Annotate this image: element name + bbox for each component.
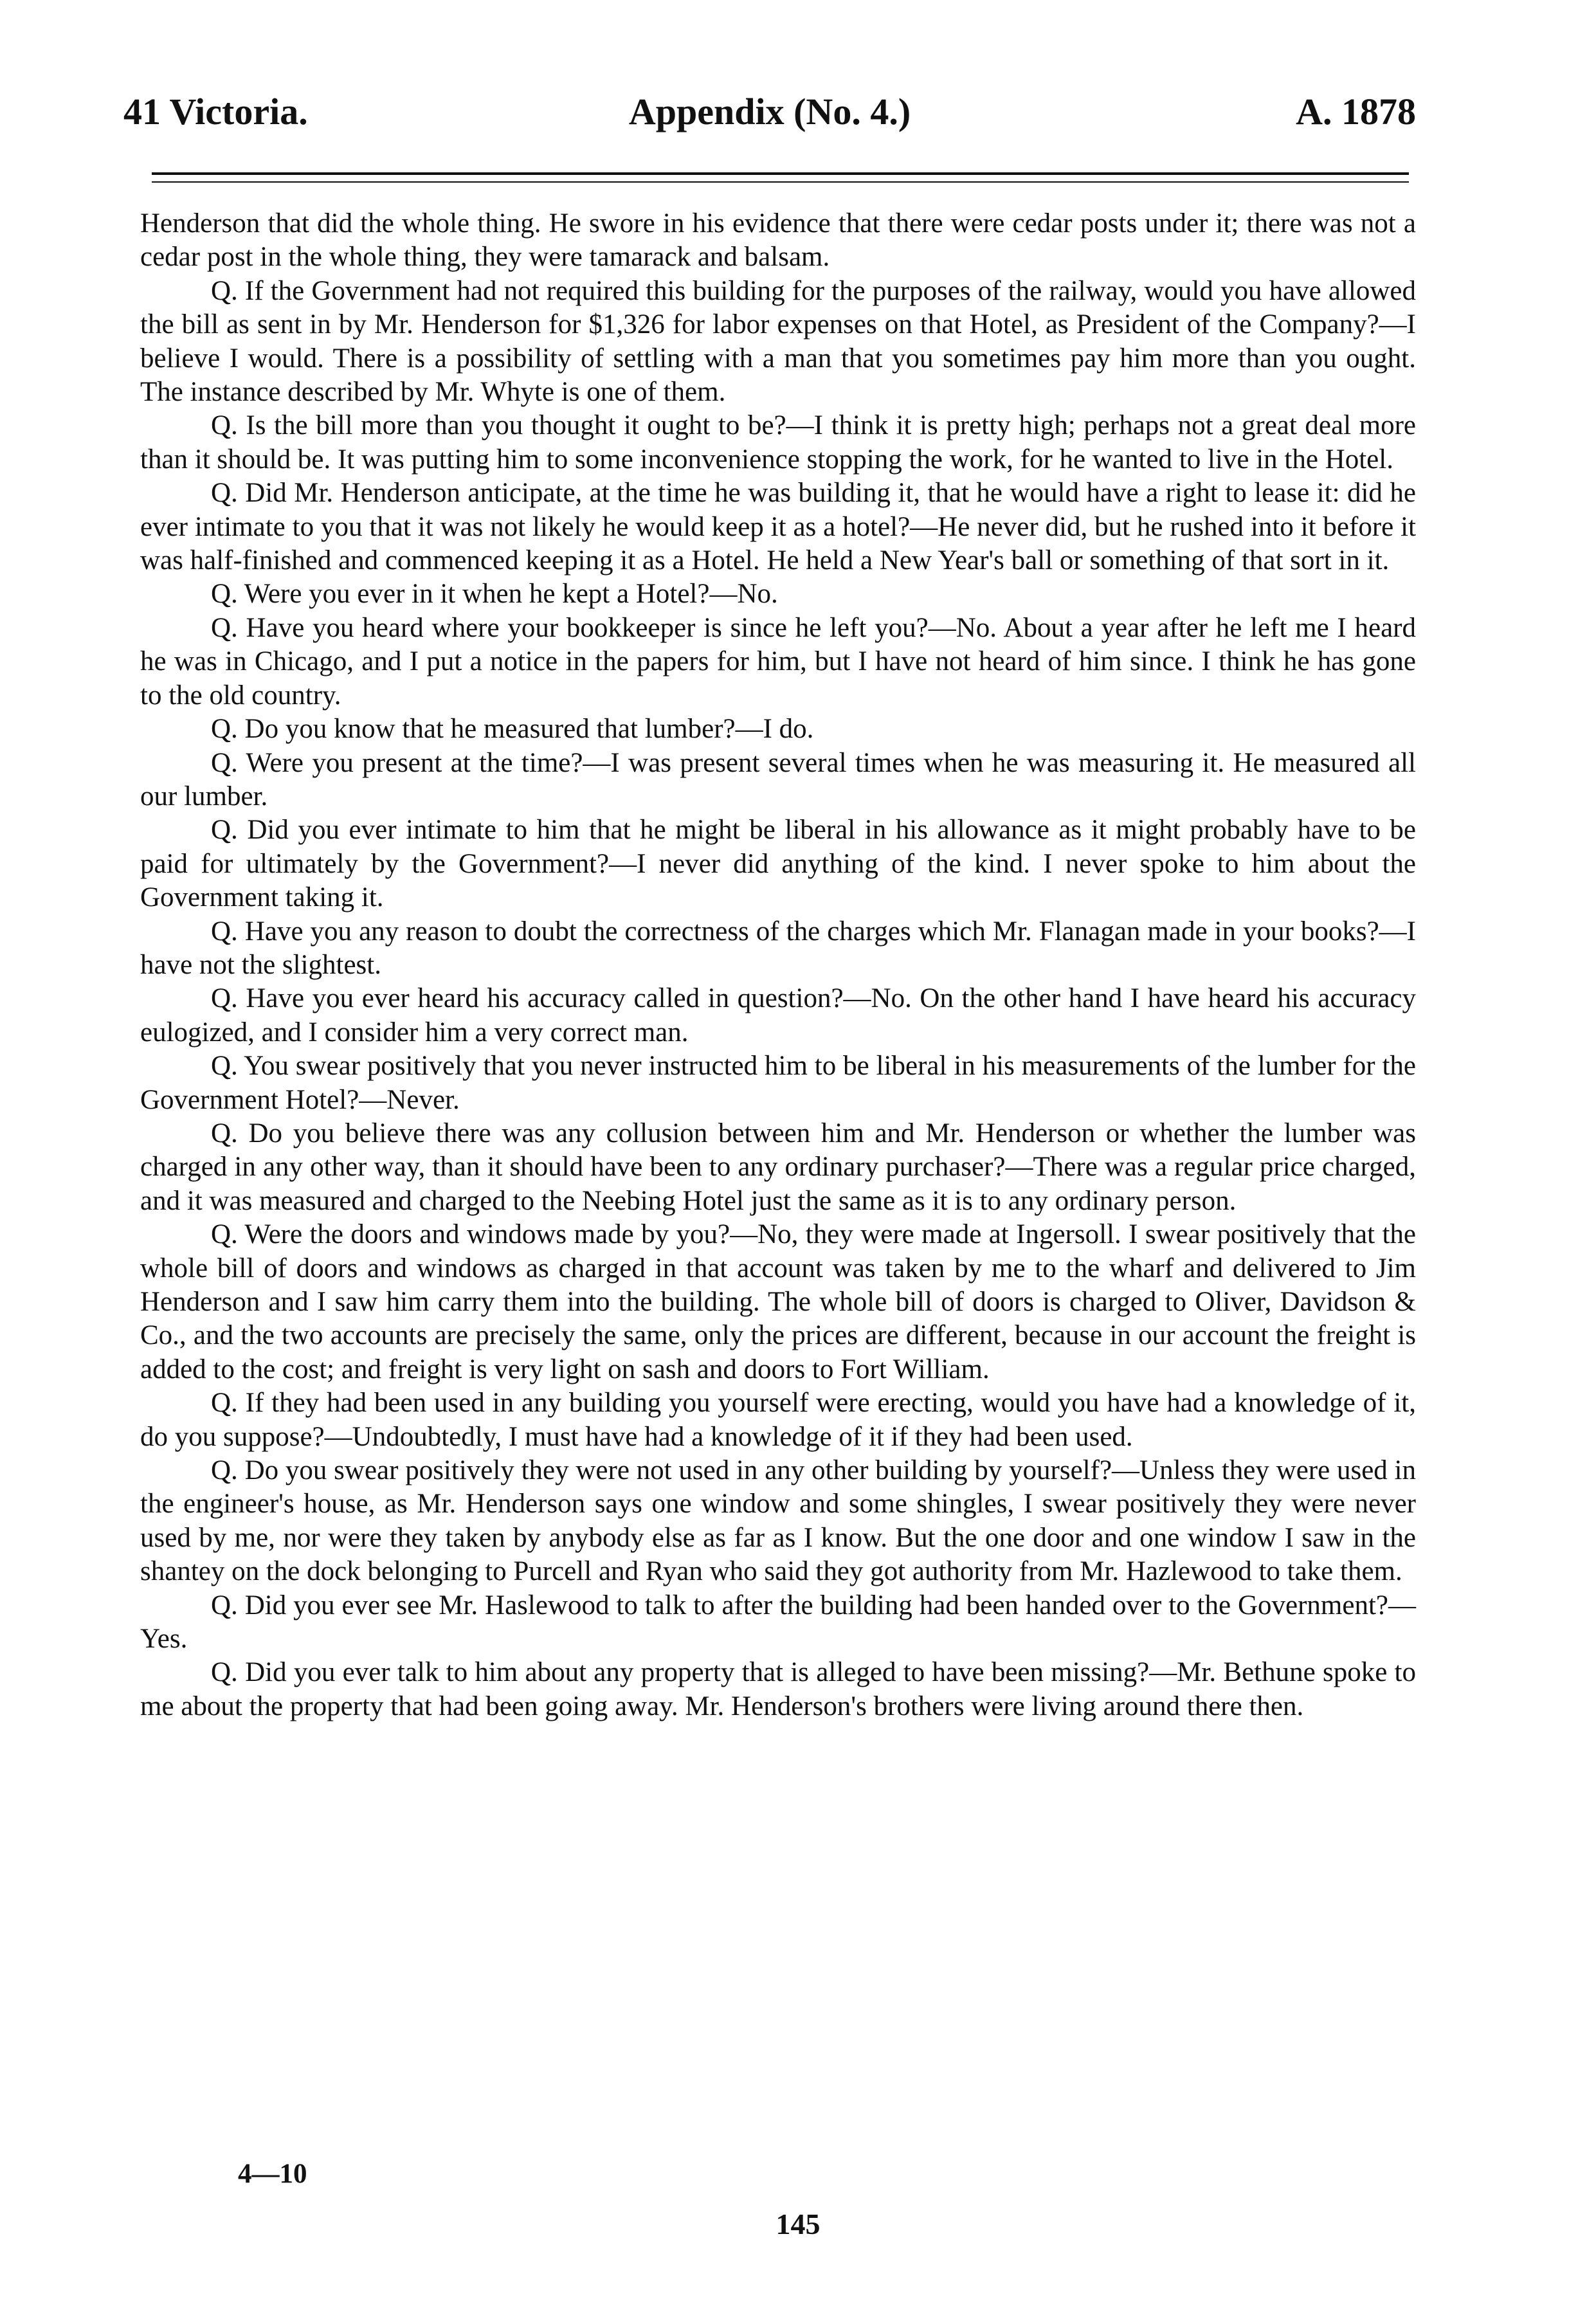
paragraph: Q. Is the bill more than you thought it ought to be?—I think it is pretty high; perhaps not a great deal more than it should be. It was putting him to some inconvenience stopping the work, for he wanted to live in the Hotel. — [140, 410, 1416, 475]
paragraph: Q. Have you heard where your bookkeeper is since he left you?—No. About a year after he left me I heard he was in Chicago, and I put a notice in the papers for him, but I have not heard of him since. I think he has gone to the old country. — [140, 612, 1416, 711]
header-rule-thick — [152, 172, 1409, 175]
paragraph: Q. Did you ever talk to him about any property that is alleged to have been missing?—Mr. Bethune spoke to me about the property that had been going away. Mr. Henderson's brothers were living around there then. — [140, 1657, 1416, 1721]
paragraph: Q. Do you know that he measured that lumber?—I do. — [211, 714, 814, 745]
paragraph: Q. Do you swear positively they were not used in any other building by yourself?—Unless they were used in the engineer's house, as Mr. Henderson says one window and some shingles, I swear positively they were never used by me, nor were they taken by anybody else as far as I know. But the one door and one window I saw in the shantey on the dock belonging to Purcell and Ryan who said they got authority from Mr. Hazlewood to take them. — [140, 1455, 1416, 1587]
page-header — [123, 90, 1416, 148]
header-title: Appendix (No. 4.) — [628, 91, 911, 132]
paragraph: Henderson that did the whole thing. He swore in his evidence that there were cedar posts under it; there was not a cedar post in the whole thing, they were tamarack and balsam. — [140, 208, 1416, 273]
paragraph: Q. Do you believe there was any collusion between him and Mr. Henderson or whether the lumber was charged in any other way, than it should have been to any ordinary purchaser?—There was a regular price charged, and it was measured and charged to the Neebing Hotel just the same as it is to any ordinary person. — [140, 1118, 1416, 1216]
paragraph: Q. If the Government had not required this building for the purposes of the railway, would you have allowed the bill as sent in by Mr. Henderson for $1,326 for labor expenses on that Hotel, as President of the Company?—I believe I would. There is a possibility of settling with a man that you sometimes pay him more than you ought. The instance described by Mr. Whyte is one of them. — [140, 275, 1416, 408]
header-year: A. 1878 — [1296, 91, 1416, 132]
paragraph: Q. You swear positively that you never instructed him to be liberal in his measurements of the lumber for the Government Hotel?—Never. — [140, 1051, 1416, 1115]
printer-signature-mark: 4—10 — [238, 2159, 307, 2189]
paragraph: Q. Did you ever intimate to him that he might be liberal in his allowance as it might probably have to be paid for ultimately by the Government?—I never did anything of the kind. I never spoke to him about the Government taking it. — [140, 815, 1416, 913]
paragraph: Q. If they had been used in any building you yourself were erecting, would you have had a knowledge of it, do you suppose?—Undoubtedly, I must have had a knowledge of it if they had been used. — [140, 1388, 1416, 1452]
paragraph: Q. Have you ever heard his accuracy called in question?—No. On the other hand I have heard his accuracy eulogized, and I consider him a very correct man. — [140, 983, 1416, 1048]
header-session: 41 Victoria. — [123, 91, 308, 132]
testimony-body — [140, 207, 1416, 1723]
paragraph: Q. Did you ever see Mr. Haslewood to talk to after the building had been handed over to the Government?—Yes. — [140, 1590, 1416, 1655]
paragraph: Q. Were the doors and windows made by you?—No, they were made at Ingersoll. I swear positively that the whole bill of doors and windows as charged in that account was taken by me to the wharf and delivered to Jim Henderson and I saw him carry them into the building. The whole bill of doors is charged to Oliver, Davidson & Co., and the two accounts are precisely the same, only the prices are different, because in our account the freight is added to the cost; and freight is very light on sash and doors to Fort William. — [140, 1219, 1416, 1384]
paragraph: Q. Have you any reason to doubt the correctness of the charges which Mr. Flanagan made in your books?—I have not the slightest. — [140, 916, 1416, 980]
paragraph: Q. Were you ever in it when he kept a Hotel?—No. — [211, 579, 778, 610]
paragraph: Q. Were you present at the time?—I was present several times when he was measuring it. He measured all our lumber. — [140, 747, 1416, 812]
paragraph: Q. Did Mr. Henderson anticipate, at the time he was building it, that he would have a right to lease it: did he ever intimate to you that it was not likely he would keep it as a hotel?—He never did, but he rushed into it before it was half-finished and commenced keeping it as a Hotel. He held a New Year's ball or something of that sort in it. — [140, 478, 1416, 576]
page-number: 145 — [775, 2208, 821, 2240]
header-rule-thin — [152, 181, 1409, 183]
